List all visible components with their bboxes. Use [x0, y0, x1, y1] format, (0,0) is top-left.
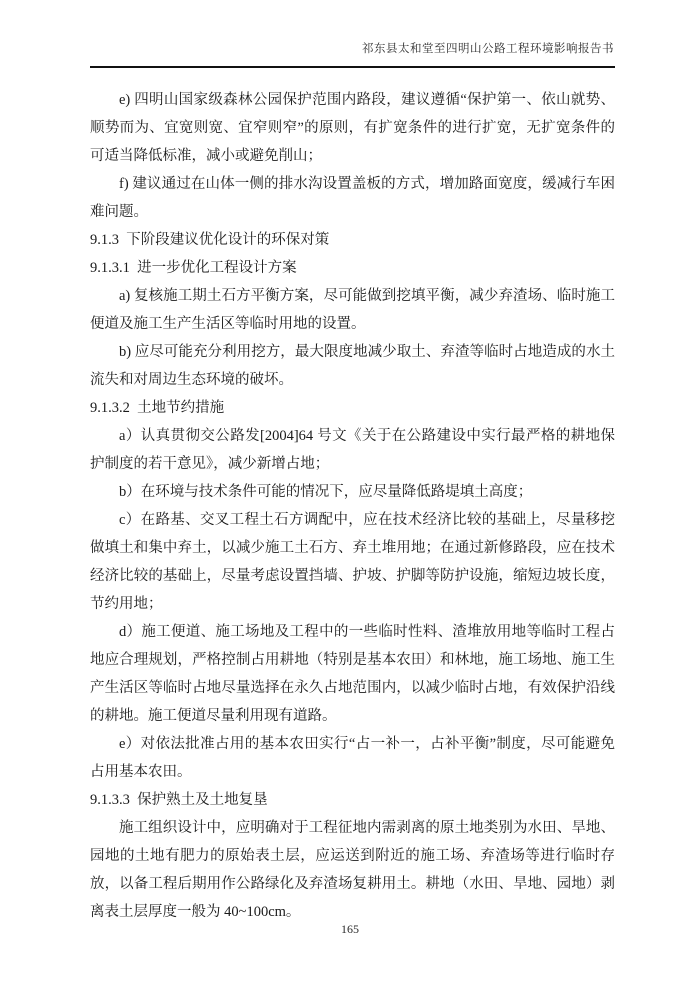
- paragraph-b-embankment: b）在环境与技术条件可能的情况下，应尽量降低路堤填土高度；: [119, 484, 533, 500]
- paragraph-e-park-protection: e) 四明山国家级森林公园保护范围内路段，建议遵循“保护第一、依山就势、顺势而为、宜宽则宽、宜窄则窄”的原则，有扩宽条件的进行扩宽，无扩宽条件的可适当降低标准，减小或避免削山；: [90, 92, 615, 164]
- report-header-title: 祁东县太和堂至四明山公路工程环境影响报告书: [362, 43, 614, 55]
- section-heading-9-1-3-3: 9.1.3.3 保护熟土及土地复垦: [90, 792, 268, 808]
- paragraph-e-farmland: e）对依法批准占用的基本农田实行“占一补一，占补平衡”制度，尽可能避免占用基本农田。: [90, 736, 615, 780]
- paragraph-a-policy-doc: a）认真贯彻交公路发[2004]64 号文《关于在公路建设中实行最严格的耕地保护制度的若干意见》，减少新增占地；: [90, 428, 615, 472]
- section-heading-9-1-3: 9.1.3 下阶段建议优化设计的环保对策: [90, 232, 330, 248]
- page-number: 165: [341, 922, 359, 936]
- section-heading-9-1-3-2: 9.1.3.2 土地节约措施: [90, 400, 225, 416]
- paragraph-c-roadbed: c）在路基、交叉工程土石方调配中，应在技术经济比较的基础上，尽量移挖做填土和集中弃土，以减少施工土石方、弃土堆用地；在通过新修路段，应在技术经济比较的基础上，尽量考虑设置挡墙、护坡、护脚等防护设施，缩短边坡长度，节约用地；: [90, 512, 615, 612]
- paragraph-topsoil: 施工组织设计中，应明确对于工程征地内需剥离的原土地类别为水田、旱地、园地的土地有肥力的原始表土层，应运送到附近的施工场、弃渣场等进行临时存放，以备工程后期用作公路绿化及弃渣场复耕用土。耕地（水田、旱地、园地）剥离表土层厚度一般为 40~100cm。: [90, 820, 615, 920]
- paragraph-b-excavation: b) 应尽可能充分利用挖方，最大限度地减少取土、弃渣等临时占地造成的水土流失和对周边生态环境的破坏。: [90, 344, 615, 388]
- section-heading-9-1-3-1: 9.1.3.1 进一步优化工程设计方案: [90, 260, 297, 276]
- paragraph-d-temp-land: d）施工便道、施工场地及工程中的一些临时性料、渣堆放用地等临时工程占地应合理规划，严格控制占用耕地（特别是基本农田）和林地，施工场地、施工生产生活区等临时占地尽量选择在永久占地范围内，以减少临时占地，有效保护沿线的耕地。施工便道尽量利用现有道路。: [90, 624, 615, 724]
- header-rule: [90, 66, 615, 68]
- document-body: [90, 86, 615, 926]
- paragraph-f-drainage-cover: f) 建议通过在山体一侧的排水沟设置盖板的方式，增加路面宽度，缓减行车困难问题。: [90, 176, 615, 220]
- paragraph-a-earthwork: a) 复核施工期土石方平衡方案，尽可能做到挖填平衡，减少弃渣场、临时施工便道及施工生产生活区等临时用地的设置。: [90, 288, 615, 332]
